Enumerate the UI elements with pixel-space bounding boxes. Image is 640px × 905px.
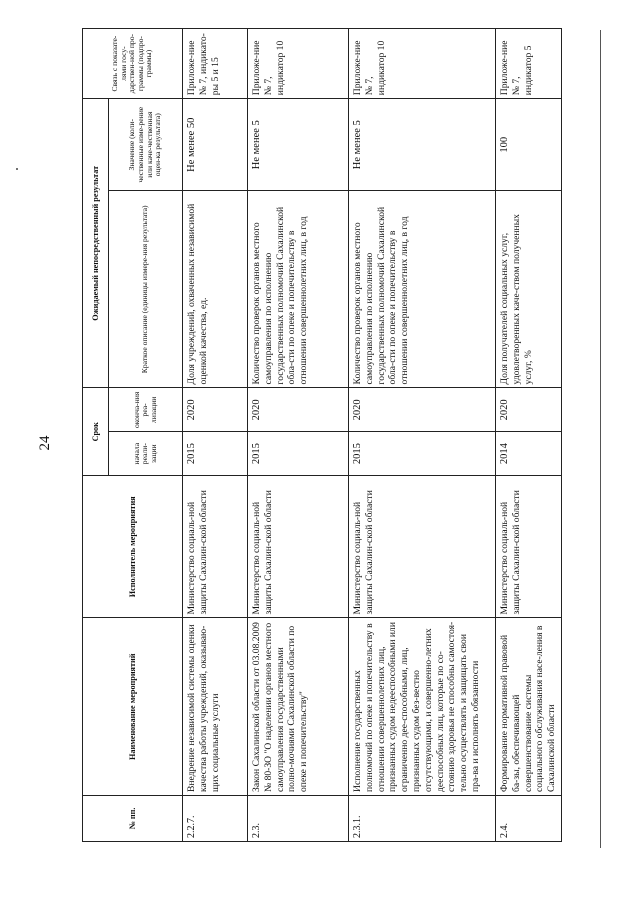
header-name: Наименование мероприятий [83, 618, 183, 795]
page-number: 24 [37, 435, 53, 451]
row-end-year: 2020 [349, 388, 496, 432]
row-start-year: 2015 [183, 432, 248, 476]
row-start-year: 2015 [349, 432, 496, 476]
row-executor: Министерство социаль-ной защиты Сахалин-ской области [248, 476, 349, 618]
scan-speck [16, 168, 18, 170]
rotated-table-container [82, 28, 562, 842]
row-link: Приложе-ние № 7, индикатор 10 [248, 29, 349, 99]
row-num: 2.4. [496, 795, 562, 841]
header-result-value: Значение (коли-чественные изме-рение или каче-чественная оцен-ка результата) [109, 99, 183, 191]
row-end-year: 2020 [183, 388, 248, 432]
header-result-desc: Краткое описание (единицы измере-ния результата) [109, 191, 183, 388]
row-name: Формирование нормативной правовой ба-зы, обеспечивающей совершенствование системы социального обслуживания насе-ления в Сахалинской области [496, 618, 562, 795]
header-term-end: оконча-ния реа-лизации [109, 388, 183, 432]
row-name: Внедрение независимой системы оценки качества работы учреждений, оказываю-щих социальные услуги [183, 618, 248, 795]
row-result-desc: Доля получателей социальных услуг, удовлетворенных каче-ством полученных услуг, % [496, 191, 562, 388]
table-row [349, 29, 496, 842]
table-row [248, 29, 349, 842]
table-row [183, 29, 248, 842]
row-name: Исполнение государственных полномочий по опеке и попечительству в отношении совершеннолетних лиц, признанных судом недееспособными или ограниченно дее-способными, лиц, признанных судом без-вестно отсутствующими, и совершенно-летних дееспособных лиц, которые по со-стоянию здоровья не способны самостоя-тельно осуществлять и защищать свои пра-ва и исполнять обязанности [349, 618, 496, 795]
row-result-desc: Доля учреждений, охваченных независимой оценкой качества, ед. [183, 191, 248, 388]
row-result-value: Не менее 5 [248, 99, 349, 191]
row-link: Приложе-ние № 7, индикатор 5 [496, 29, 562, 99]
row-link: Приложе-ние № 7, индикато-ры 5 и 15 [183, 29, 248, 99]
row-num: 2.3.1. [349, 795, 496, 841]
header-executor: Исполнитель мероприятия [83, 476, 183, 618]
row-result-desc: Количество проверок органов местного самоуправления по исполнению государственных полномочий Сахалинской обла-сти по опеке и попечительству в отношении совершеннолетних лиц, в год [349, 191, 496, 388]
row-num: 2.2.7. [183, 795, 248, 841]
row-result-value: Не менее 50 [183, 99, 248, 191]
header-link: Связь с показате-лями госу-дарствен-ной про-граммы (подпро-граммы) [83, 29, 183, 99]
row-end-year: 2020 [496, 388, 562, 432]
header-num: № пп. [83, 795, 183, 841]
table-row [496, 29, 562, 842]
row-executor: Министерство социаль-ной защиты Сахалин-ской области [183, 476, 248, 618]
row-link: Приложе-ние № 7, индикатор 10 [349, 29, 496, 99]
row-start-year: 2015 [248, 432, 349, 476]
row-executor: Министерство социаль-ной защиты Сахалин-ской области [349, 476, 496, 618]
row-result-value: Не менее 5 [349, 99, 496, 191]
measures-table [82, 28, 562, 842]
header-term-start: начала реали-зации [109, 432, 183, 476]
row-result-desc: Количество проверок органов местного самоуправления по исполнению государственных полномочий Сахалинской обла-сти по опеке и попечительству в отношении совершеннолетних лиц, в год [248, 191, 349, 388]
row-end-year: 2020 [248, 388, 349, 432]
header-term: Срок [83, 388, 109, 476]
row-num: 2.3. [248, 795, 349, 841]
scan-edge-line [600, 30, 601, 848]
row-executor: Министерство социаль-ной защиты Сахалин-ской области [496, 476, 562, 618]
row-result-value: 100 [496, 99, 562, 191]
row-name: Закон Сахалинской области от 03.08.2009 № 80-ЗО "О наделении органов местного самоуправления государственными полно-мочиями Сахалинской области по опеке и попечительству" [248, 618, 349, 795]
header-result: Ожидаемый непосредственный результат [83, 99, 109, 388]
row-start-year: 2014 [496, 432, 562, 476]
